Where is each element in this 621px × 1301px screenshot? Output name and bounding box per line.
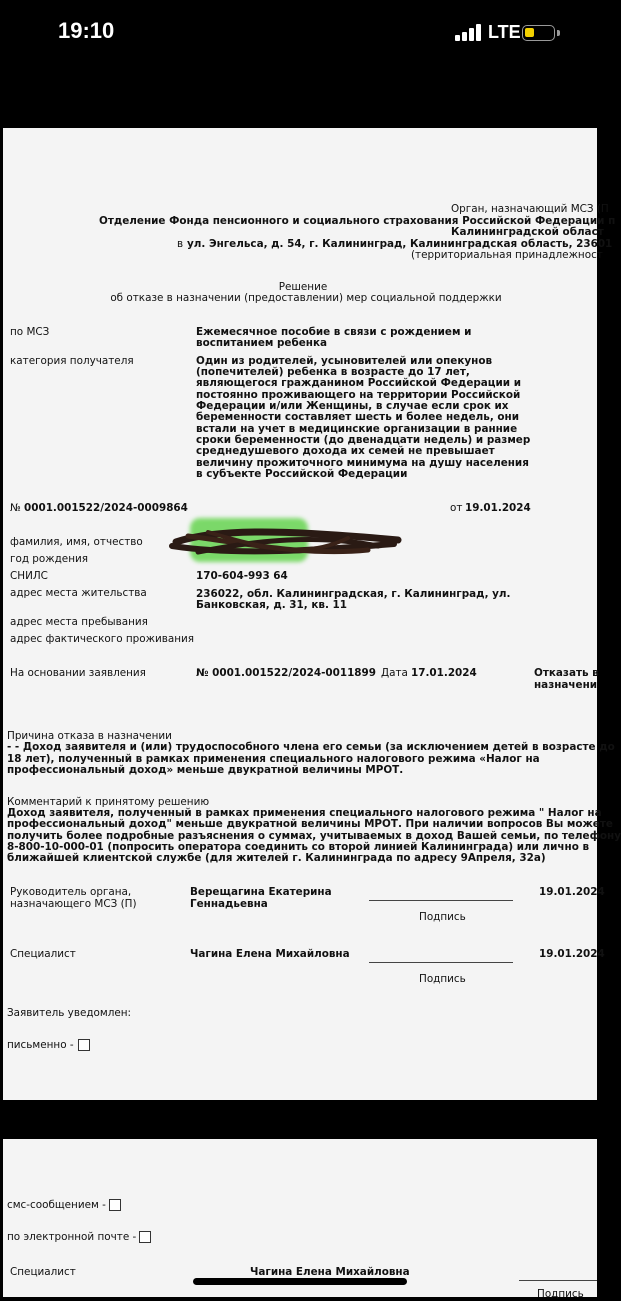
- signature-caption: Подпись: [419, 911, 466, 923]
- notify-sms-checkbox[interactable]: [109, 1199, 121, 1211]
- specialist-label: Специалист: [10, 948, 76, 960]
- basis-date-label: Дата: [381, 667, 408, 679]
- status-time: 19:10: [58, 18, 115, 43]
- snils-label: СНИЛС: [10, 570, 48, 582]
- category-line: встали на учет в медицинские организации в ранние: [196, 423, 518, 435]
- date-prefix: от: [450, 502, 463, 514]
- msz-value-2: воспитанием ребенка: [196, 337, 328, 349]
- specialist-name: Чагина Елена Михайловна: [190, 948, 350, 960]
- decision-number: 0001.001522/2024-0009864: [24, 502, 188, 514]
- doc-title: Решение: [278, 281, 328, 293]
- specialist-label-2: Специалист: [10, 1266, 76, 1278]
- signature-line: [369, 962, 513, 963]
- comment-line: профессиональный доход" меньше двукратной величины МРОТ. При наличии вопросов Вы можете: [7, 818, 613, 830]
- category-line: среднедушевого дохода их семей не превышает: [196, 445, 495, 457]
- decision-date: 19.01.2024: [465, 502, 531, 514]
- territorial-note: (территориальная принадлежност: [411, 249, 603, 261]
- organ-name: Отделение Фонда пенсионного и социального страхования Российской Федерации п: [99, 215, 616, 227]
- organ-label: Орган, назначающий МСЗ (П: [451, 203, 609, 215]
- comment-label: Комментарий к принятому решению: [7, 796, 210, 808]
- category-line: величину прожиточного минимума на душу населения: [196, 457, 529, 469]
- reason-label: Причина отказа в назначении: [7, 730, 172, 742]
- number-prefix: №: [10, 502, 21, 514]
- network-type: LTE: [488, 22, 521, 42]
- reason-line: 18 лет), полученный в рамках применения специального налогового режима «Налог на: [7, 753, 540, 765]
- basis-number: № 0001.001522/2024-0011899: [196, 667, 376, 679]
- category-line: сроки беременности (до двенадцати недель) и размер: [196, 434, 531, 446]
- fio-label: фамилия, имя, отчество: [10, 536, 143, 548]
- residence-value-1: 236022, обл. Калининградская, г. Калининград, ул.: [196, 588, 511, 600]
- reason-line: профессиональный доход» меньше двукратной величины МРОТ.: [7, 764, 404, 776]
- category-line: в субъекте Российской Федерации: [196, 468, 408, 480]
- msz-value-1: Ежемесячное пособие в связи с рождением и: [196, 326, 472, 338]
- category-line: Один из родителей, усыновителей или опекунов: [196, 355, 493, 367]
- signature-line: [519, 1280, 597, 1281]
- head-label-2: назначающего МСЗ (П): [10, 898, 137, 910]
- specialist-name-2: Чагина Елена Михайловна: [250, 1266, 410, 1278]
- category-line: постоянно проживающего на территории Российской: [196, 389, 521, 401]
- residence-value-2: Банковская, д. 31, кв. 11: [196, 599, 347, 611]
- specialist-date: 19.01.2024: [539, 948, 605, 960]
- category-line: Федерации и/или Женщины, в случае если срок их: [196, 400, 509, 412]
- decision-text-1: Отказать в: [534, 667, 599, 679]
- signature-caption-2: Подпись: [537, 1288, 584, 1300]
- head-date: 19.01.2024: [539, 886, 605, 898]
- notification-label: Заявитель уведомлен:: [7, 1007, 132, 1019]
- actual-address-label: адрес фактического проживания: [10, 633, 195, 645]
- redaction-scribble: [168, 520, 408, 564]
- basis-label: На основании заявления: [10, 667, 146, 679]
- notify-written-label: письменно -: [7, 1039, 74, 1051]
- home-indicator[interactable]: [193, 1278, 407, 1285]
- signature-caption: Подпись: [419, 973, 466, 985]
- snils-value: 170-604-993 64: [196, 570, 288, 582]
- notify-email-label: по электронной почте -: [7, 1231, 137, 1243]
- category-line: являющегося гражданином Российской Федерации и: [196, 377, 521, 389]
- notify-sms-label: смс-сообщением -: [7, 1199, 106, 1211]
- msz-label: по МСЗ: [10, 326, 50, 338]
- birth-label: год рождения: [10, 553, 88, 565]
- head-label-1: Руководитель органа,: [10, 886, 132, 898]
- doc-subtitle: об отказе в назначении (предоставлении) мер социальной поддержки: [110, 292, 502, 304]
- document-page-1[interactable]: [3, 128, 621, 1100]
- notify-written-checkbox[interactable]: [78, 1039, 90, 1051]
- signal-icon: [455, 23, 483, 41]
- category-line: (попечителей) ребенка в возрасте до 17 лет,: [196, 366, 470, 378]
- comment-line: 8-800-10-000-01 (попросить оператора соединить со второй линией Калининграда) или лично в: [7, 841, 590, 853]
- document-page-2[interactable]: [3, 1139, 597, 1300]
- comment-line: ближайшей клиентской службе (для жителей г. Калининграда по адресу 9Апреля, 32а): [7, 852, 546, 864]
- category-line: беременности составляет шесть и более недель, они: [196, 411, 520, 423]
- notify-email-checkbox[interactable]: [139, 1231, 151, 1243]
- address-prefix: в: [177, 238, 184, 250]
- head-name-1: Верещагина Екатерина: [190, 886, 332, 898]
- battery-icon: [522, 25, 555, 41]
- organ-address: ул. Энгельса, д. 54, г. Калининград, Калининградская область, 23601: [187, 238, 613, 250]
- decision-text-2: назначени: [534, 679, 598, 691]
- organ-region: Калининградской област: [451, 226, 604, 238]
- comment-line: Доход заявителя, полученный в рамках применения специального налогового режима " Налог на: [7, 807, 602, 819]
- category-label: категория получателя: [10, 355, 134, 367]
- signature-line: [369, 900, 513, 901]
- reason-line: - - Доход заявителя и (или) трудоспособного члена его семьи (за исключением детей в возрасте до: [7, 741, 615, 753]
- stay-label: адрес места пребывания: [10, 616, 148, 628]
- basis-date: 17.01.2024: [411, 667, 477, 679]
- battery-tip: [557, 30, 560, 36]
- head-name-2: Геннадьевна: [190, 898, 268, 910]
- residence-label: адрес места жительства: [10, 587, 147, 599]
- comment-line: получить более подробные разъяснения о суммах, учитываемых в доход Вашей семьи, по телефону: [7, 830, 621, 842]
